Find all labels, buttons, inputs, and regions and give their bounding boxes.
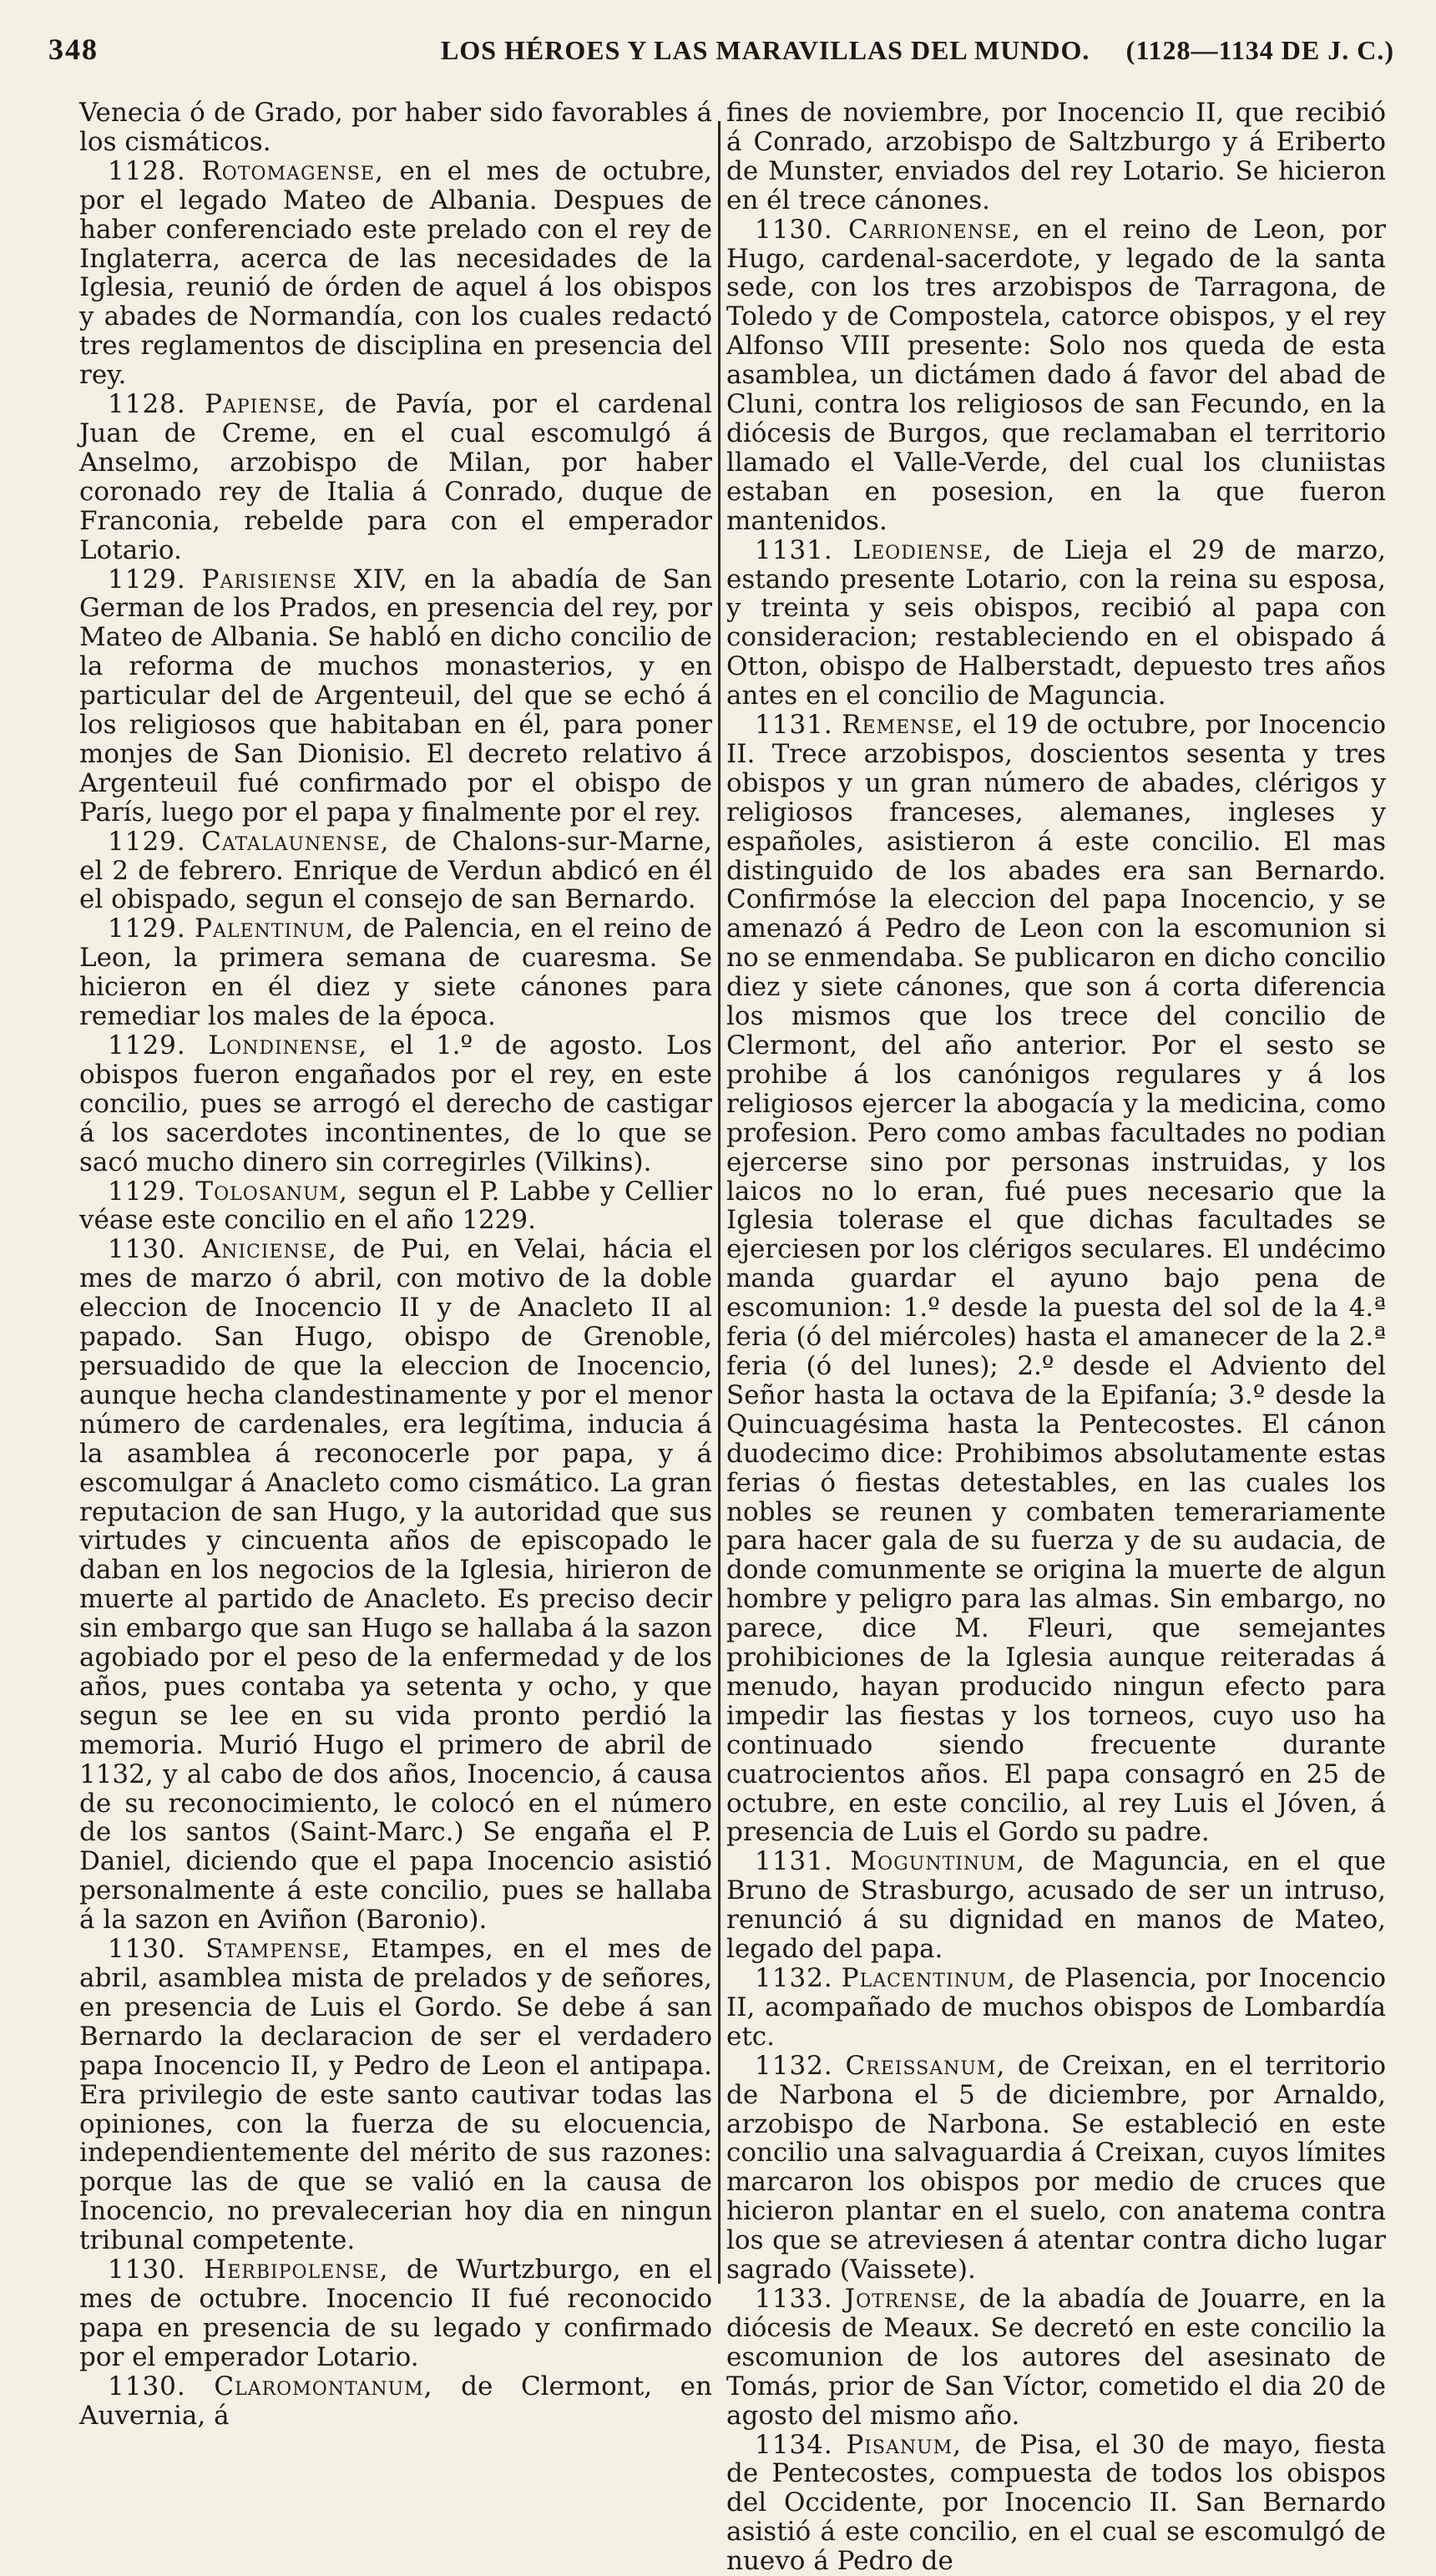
council-entry <box>726 2052 1386 2285</box>
entry-year: 1130. <box>108 1234 186 1264</box>
council-name: Claromontanum, <box>214 2371 432 2401</box>
entry-year: 1128. <box>108 389 186 419</box>
entry-year: 1129. <box>108 564 186 595</box>
running-title: LOS HÉROES Y LAS MARAVILLAS DEL MUNDO. <box>441 35 1090 66</box>
council-name: Remense, <box>842 710 963 740</box>
council-name: Pisanum, <box>846 2430 962 2460</box>
council-entry <box>79 2255 712 2372</box>
entry-text: de Pisa, el 30 de mayo, fiesta de Pentecostes, compuesta de todos los obispos del Occidente, por Inocencio II. San Bernardo asistió á este concilio, en el cual se escomulgó de nuevo á Pedro de <box>726 2430 1386 2576</box>
entry-text: el 19 de octubre, por Inocencio II. Trece arzobispos, doscientos sesenta y tres obispos y un gran número de abades, clérigos y religiosos franceses, alemanes, ingleses y españoles, asistieron á este concilio. El mas distinguido de los abades era san Bernardo. Confirmóse la eleccion del papa Inocencio, y se amenazó á Pedro de Leon con la escomunion si no se enmendaba. Se publicaron en dicho concilio diez y siete cánones, que son á corta diferencia los mismos que los trece del concilio de Clermont, del año anterior. Por el sesto se prohibe á los canónigos regulares y á los religiosos ejercer la abogacía y la medicina, como profesion. Pero como ambas facultades no podian ejercerse sino por personas instruidas, y los laicos no lo eran, fué pues necesario que la Iglesia tolerase el que dichas facultades se ejerciesen por los clérigos seculares. El undécimo manda guardar el ayuno bajo pena de escomunion: 1.º desde la puesta del sol de la 4.ª feria (ó del miércoles) hasta el amanecer de la 2.ª feria (ó del lunes); 2.º desde el Adviento del Señor hasta la octava de la Epifanía; 3.º desde la Quincuagésima hasta la Pentecostes. El cánon duodecimo dice: Prohibimos absolutamente estas ferias ó fiestas detestables, en las cuales los nobles se reunen y combaten temerariamente para hacer gala de su fuerza y de su audacia, de donde comunmente se origina la muerte de algun hombre y peligro para las almas. Sin embargo, no parece, dice M. Fleuri, que semejantes prohibiciones de la Iglesia aunque reiteradas á menudo, hayan producido ningun efecto para impedir las fiestas y los torneos, cuyo uso ha continuado siendo frecuente durante cuatrocientos años. El papa consagró en 25 de octubre, en este concilio, al rey Luis el Jóven, á presencia de Luis el Gordo su padre. <box>726 710 1386 1847</box>
page-number: 348 <box>48 32 99 67</box>
entry-year: 1129. <box>108 913 186 944</box>
council-entry <box>79 565 712 827</box>
council-entry <box>79 827 712 915</box>
council-entry <box>726 1964 1386 2052</box>
entry-text: en el reino de Leon, por Hugo, cardenal-sacerdote, y legado de la santa sede, con los tres arzobispos de Tarragona, de Toledo y de Compostela, catorce obispos, y el rey Alfonso VIII presente: Solo nos queda de esta asamblea, un dictámen dado á favor del abad de Cluni, contra los religiosos de san Fecundo, en la diócesis de Burgos, que reclamaban el territorio llamado el Valle-Verde, del cual los cluniistas estaban en posesion, en la que fueron mantenidos. <box>726 215 1386 536</box>
council-entry <box>726 215 1386 536</box>
council-name: Herbipolense, <box>204 2255 388 2285</box>
entry-text: de Wurtzburgo, en el mes de octubre. Inocencio II fué reconocido papa en presencia de su legado y confirmado por el emperador Lotario. <box>79 2255 712 2372</box>
entry-text: de Plasencia, por Inocencio II, acompañado de muchos obispos de Lombardía etc. <box>726 1963 1386 2052</box>
council-name: Parisiense XIV, <box>202 564 408 595</box>
council-entry <box>79 2372 712 2431</box>
entry-text: de Lieja el 29 de marzo, estando presente Lotario, con la reina su esposa, y treinta y seis obispos, recibió al papa con consideracion; restableciendo en el obispado á Otton, obispo de Halberstadt, depuesto tres años antes en el concilio de Maguncia. <box>726 535 1386 711</box>
right-column <box>726 99 1386 2311</box>
council-name: Palentinum, <box>195 913 354 944</box>
council-entry <box>79 1031 712 1177</box>
council-name: Rotomagense, <box>201 156 383 186</box>
council-entry <box>79 1235 712 1935</box>
council-name: Aniciense, <box>202 1234 337 1264</box>
entry-text: de Clermont, en Auvernia, á <box>79 2371 712 2431</box>
entry-text: Etampes, en el mes de abril, asamblea mista de prelados y de señores, en presencia de Luis el Gordo. Se debe á san Bernardo la declaracion de ser el verdadero papa Inocencio II, y Pedro de Leon el antipapa. Era privilegio de este santo cautivar todas las opiniones, con la fuerza de su elocuencia, independientemente del mérito de sus razones: porque las de que se valió en la causa de Inocencio, no prevalecerian hoy dia en ningun tribunal competente. <box>79 1934 712 2255</box>
entry-year: 1130. <box>108 2255 186 2285</box>
council-entry <box>79 1935 712 2255</box>
entry-text: de Palencia, en el reino de Leon, la primera semana de cuaresma. Se hicieron en él diez y siete cánones para remediar los males de la época. <box>79 913 712 1031</box>
entry-text: en el mes de octubre, por el legado Mateo de Albania. Despues de haber conferenciado este prelado con el rey de Inglaterra, acerca de las necesidades de la Iglesia, reunió de órden de aquel á los obispos y abades de Normandía, con los cuales redactó tres reglamentos de disciplina en presencia del rey. <box>79 156 712 390</box>
entry-year: 1131. <box>755 535 833 565</box>
running-header <box>48 32 1394 82</box>
column-divider <box>718 121 721 2284</box>
council-name: Creissanum, <box>845 2051 1005 2081</box>
entry-year: 1132. <box>755 1963 833 1993</box>
council-name: Jotrense, <box>845 2284 968 2314</box>
council-name: Moguntinum, <box>850 1846 1025 1876</box>
council-name: Leodiense, <box>853 535 993 565</box>
entry-year: 1130. <box>108 2371 186 2401</box>
entry-text: Venecia ó de Grado, por haber sido favorables á los cismáticos. <box>79 98 712 157</box>
council-name: Placentinum, <box>842 1963 1016 1993</box>
council-entry <box>726 2431 1386 2576</box>
council-entry <box>79 390 712 564</box>
entry-text: de Chalons-sur-Marne, el 2 de febrero. Enrique de Verdun abdicó en él el obispado, segun el consejo de san Bernardo. <box>79 827 712 915</box>
council-name: Londinense, <box>208 1030 367 1060</box>
council-entry <box>79 1177 712 1236</box>
entry-year: 1130. <box>755 215 833 245</box>
entry-year: 1133. <box>755 2284 833 2314</box>
entry-year: 1129. <box>108 1177 186 1207</box>
council-entry <box>79 914 712 1031</box>
entry-year: 1134. <box>755 2430 833 2460</box>
council-name: Catalaunense, <box>201 827 389 857</box>
entry-year: 1130. <box>108 1934 186 1964</box>
entry-year: 1131. <box>755 710 833 740</box>
entry-text: de Pui, en Velai, hácia el mes de marzo ó abril, con motivo de la doble eleccion de Inocencio II y de Anacleto II al papado. San Hugo, obispo de Grenoble, persuadido de que la eleccion de Inocencio, aunque hecha clandestinamente y por el menor número de cardenales, era legítima, inducia á la asamblea á reconocerle por papa, y á escomulgar á Anacleto como cismático. La gran reputacion de san Hugo, y la autoridad que sus virtudes y cincuenta años de episcopado le daban en los negocios de la Iglesia, hirieron de muerte al partido de Anacleto. Es preciso decir sin embargo que san Hugo se hallaba á la sazon agobiado por el peso de la enfermedad y de los años, pues contaba ya setenta y ocho, y que segun se lee en su vida pronto perdió la memoria. Murió Hugo el primero de abril de 1132, y al cabo de dos años, Inocencio, á causa de su reconocimiento, le colocó en el número de los santos (Saint-Marc.) Se engaña el P. Daniel, diciendo que el papa Inocencio asistió personalmente á este concilio, pues se hallaba á la sazon en Aviñon (Baronio). <box>79 1234 712 1935</box>
entry-text: el 1.º de agosto. Los obispos fueron engañados por el rey, en este concilio, pues se arrogó el derecho de castigar á los sacerdotes incontinentes, de lo que se sacó mucho dinero sin corregirles (Vilkins). <box>79 1030 712 1177</box>
entry-text: de la abadía de Jouarre, en la diócesis de Meaux. Se decretó en este concilio la escomunion de los autores del asesinato de Tomás, prior de San Víctor, cometido el dia 20 de agosto del mismo año. <box>726 2284 1386 2431</box>
left-column <box>79 99 712 2311</box>
council-entry <box>726 1847 1386 1964</box>
council-name: Carrionense, <box>848 215 1021 245</box>
entry-year: 1132. <box>755 2051 833 2081</box>
council-entry <box>79 99 712 157</box>
entry-text: fines de noviembre, por Inocencio II, que recibió á Conrado, arzobispo de Saltzburgo y á Eriberto de Munster, enviados del rey Lotario. Se hicieron en él trece cánones. <box>726 98 1386 215</box>
council-name: Stampense, <box>205 1934 351 1964</box>
council-name: Tolosanum, <box>195 1177 348 1207</box>
entry-year: 1129. <box>108 827 186 857</box>
entry-text: en la abadía de San German de los Prados, en presencia del rey, por Mateo de Albania. Se habló en dicho concilio de la reforma de muchos monasterios, y en particular del de Argenteuil, del que se echó á los religiosos que habitaban en él, para poner monjes de San Dionisio. El decreto relativo á Argenteuil fué confirmado por el obispo de París, luego por el papa y finalmente por el rey. <box>79 564 712 827</box>
entry-year: 1128. <box>108 156 186 186</box>
council-name: Papiense, <box>205 389 326 419</box>
entry-year: 1129. <box>108 1030 186 1060</box>
entry-text: segun el P. Labbe y Cellier véase este concilio en el año 1229. <box>79 1177 712 1236</box>
council-entry <box>726 536 1386 711</box>
council-entry <box>726 2285 1386 2431</box>
date-range: (1128—1134 DE J. C.) <box>1126 35 1394 66</box>
entry-year: 1131. <box>755 1846 833 1876</box>
entry-text: de Pavía, por el cardenal Juan de Creme, en el cual escomulgó á Anselmo, arzobispo de Milan, por haber coronado rey de Italia á Conrado, duque de Franconia, rebelde para con el emperador Lotario. <box>79 389 712 565</box>
council-entry <box>726 711 1386 1847</box>
council-entry <box>726 99 1386 215</box>
council-entry <box>79 157 712 390</box>
entry-text: de Maguncia, en el que Bruno de Strasburgo, acusado de ser un intruso, renunció á su dignidad en manos de Mateo, legado del papa. <box>726 1846 1386 1964</box>
entry-text: de Creixan, en el territorio de Narbona el 5 de diciembre, por Arnaldo, arzobispo de Narbona. Se estableció en este concilio una salvaguardia á Creixan, cuyos límites marcaron los obispos por medio de cruces que hicieron plantar en el suelo, con anatema contra los que se atreviesen á atentar contra dicho lugar sagrado (Vaissete). <box>726 2051 1386 2285</box>
